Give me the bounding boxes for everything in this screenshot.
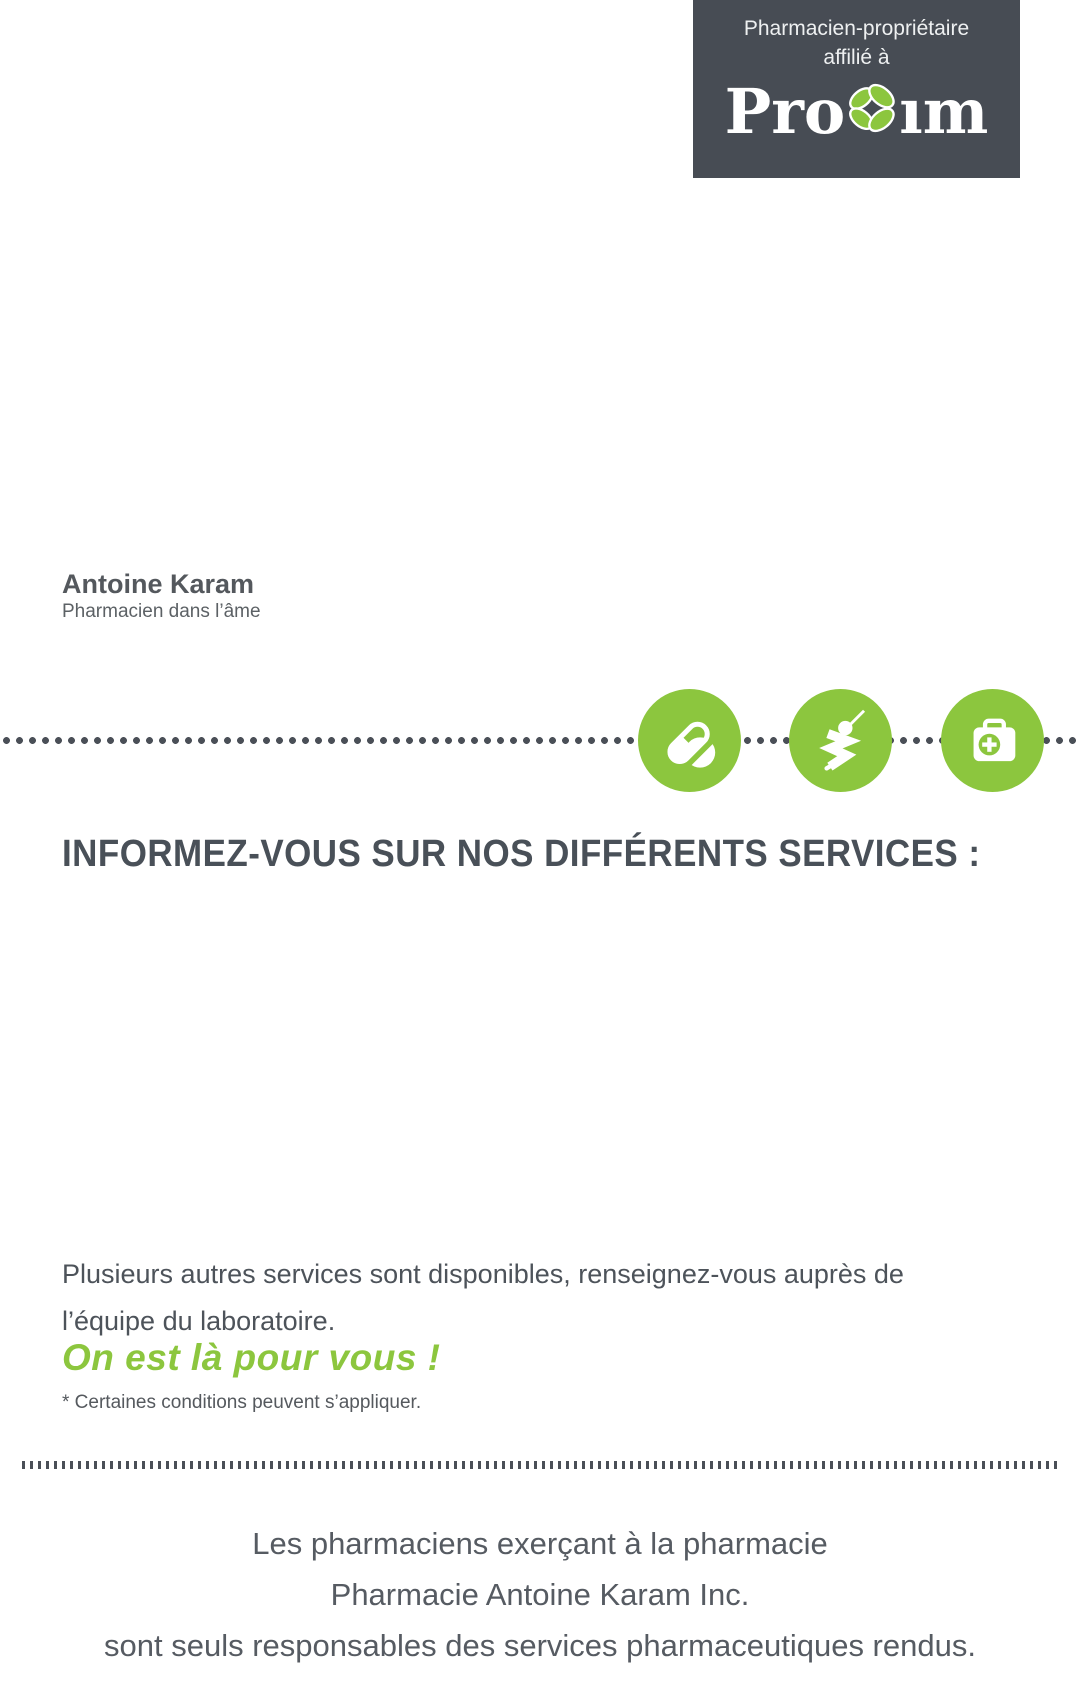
pill-capsule-icon [654, 705, 726, 777]
affiliation-line-2: affilié à [823, 46, 890, 69]
footer-line-3: sont seuls responsables des services pharmaceutiques rendus. [104, 1628, 976, 1663]
service-badge-asclepius [789, 689, 892, 792]
dotted-divider-top [0, 737, 1080, 744]
service-badge-pill [638, 689, 741, 792]
services-more-info: Plusieurs autres services sont disponibles, renseignez-vous auprès de l’équipe du laboratoire. [62, 1259, 904, 1336]
proxim-leaf-x-icon [846, 83, 898, 133]
pharmacist-name: Antoine Karam [62, 569, 255, 599]
proxim-logo-text-pre: Pro [724, 75, 846, 148]
proxim-logo [724, 75, 989, 148]
dotted-divider-bottom [22, 1461, 1058, 1469]
responsibility-footer [0, 1518, 1080, 1671]
services-heading: INFORMEZ-VOUS SUR NOS DIFFÉRENTS SERVICES : [62, 833, 981, 875]
footer-line-2: Pharmacie Antoine Karam Inc. [330, 1577, 750, 1612]
first-aid-kit-icon [957, 705, 1029, 777]
pharmacist-tagline: Pharmacien dans l’âme [62, 601, 261, 622]
service-badge-first-aid [941, 689, 1044, 792]
proxim-logo-text-post: ım [899, 75, 989, 148]
footer-line-1: Les pharmaciens exerçant à la pharmacie [252, 1526, 828, 1561]
rod-of-asclepius-icon [805, 705, 877, 777]
conditions-disclaimer: * Certaines conditions peuvent s’appliquer. [62, 1392, 422, 1413]
affiliation-box [693, 0, 1020, 178]
slogan: On est là pour vous ! [62, 1337, 441, 1378]
affiliation-line-1: Pharmacien-propriétaire [743, 17, 970, 40]
